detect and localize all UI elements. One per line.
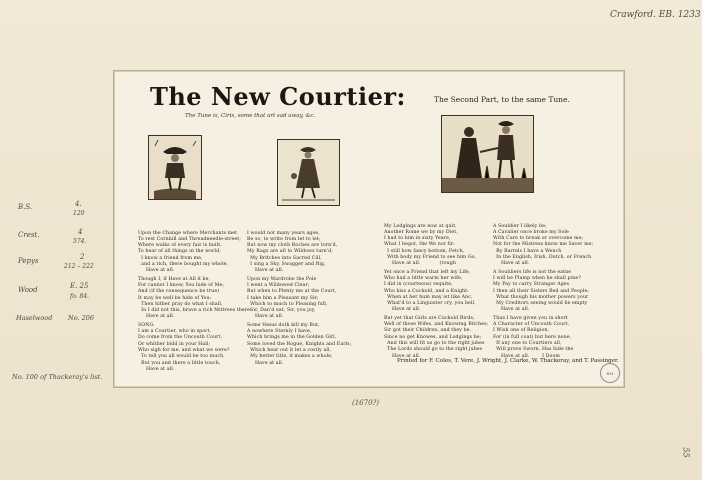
verse-line: Sir, Dan'd eat, Sir, you joy, [247, 308, 316, 314]
verse-line: My better title, it makes a whole, [247, 354, 333, 360]
verse-line: Or whither bidd in your Hall; [138, 341, 211, 347]
verse-line: Have at all. [138, 268, 175, 274]
margin-label-bs: B.S. [18, 203, 33, 211]
verse-line: I know a friend from me, [138, 255, 203, 261]
verse-line: My Lodgings are now at quit, [384, 223, 457, 229]
margin-label-haselwood: Haselwood [16, 314, 53, 322]
verse-line: SONG. [138, 322, 155, 328]
verse-line: I will be Plump when he shall pine? [493, 275, 581, 281]
verse-line: Since no get Knowes, and Lodgings be; [384, 334, 482, 340]
verse-line: Though I, if Have at All it be, [138, 276, 211, 282]
library-stamp [600, 363, 620, 383]
verse-line: Thus I have given you in short [493, 315, 568, 321]
verse-line: Will prove Sworn, Has hide the [493, 347, 574, 353]
verse-line: I Wish one of Religion, [493, 328, 550, 334]
verse-line: My Britches into Sacred Cill, [247, 255, 322, 261]
printer-imprint: Printed for F. Coles, T. Vere, J. Wright, J. Clarke, W. Thackeray, and T. Passinger. [397, 358, 619, 364]
verse-line: To rest Cornhill and Threadneedle-street; [138, 236, 241, 242]
verse-line: Which hear out it let a costly all, [247, 347, 332, 353]
verse-line: Upon my Wardrobe the Pole [247, 276, 317, 282]
column-1-text [138, 231, 252, 374]
verse-line: I had to him in sixty Yeare, [384, 236, 451, 242]
verse-line: To tell you all would be too much, [138, 354, 225, 360]
column-3-text [384, 224, 488, 360]
verse-line: When at her hum may ist like Anc, [384, 294, 473, 300]
verse-line: Which brings me in the Golden Girl, [247, 335, 337, 341]
verse-line: Not for the Mistress know me Saver me; [493, 242, 594, 248]
verse-line: By Barrels I have a Wench [493, 248, 562, 254]
margin-value-crest: 4 [78, 228, 83, 236]
verse-line: In the English, Irish, Dutch, or French [493, 255, 592, 261]
ballad-title: The New Courtier: [150, 82, 406, 111]
verse-line: Who sigh for me, and what we were? [138, 347, 230, 353]
verse-line: Be so, to write from let to let; [247, 236, 321, 242]
margin-value-haselwood: No. 206 [68, 314, 95, 322]
verse-line: Who had a little warm her wife, [384, 275, 463, 281]
verse-line: I then all their Sisters Bed and People; [493, 288, 590, 294]
verse-line: I went a Wildowed Clear; [247, 282, 310, 288]
verse-line: What'd to a Linguister cry, you bell, [384, 301, 476, 307]
margin-sub-bs: 120 [73, 210, 85, 217]
verse-line: A Character of Uncouth Court, [493, 322, 570, 328]
verse-line: With Care to break or overcome me; [493, 236, 584, 242]
column-2-text [247, 231, 351, 367]
verse-line: Have at all. [384, 307, 421, 313]
margin-label-wood: Wood [18, 286, 38, 294]
catalogue-reference: Crawford. EB. 1233 [610, 10, 701, 20]
verse-line: Some loved the Rogue, Knights and Earls; [247, 341, 352, 347]
verse-line: But you and there a little touch, [138, 360, 221, 366]
verse-line: But when to Plenty me at the Court, [247, 289, 337, 295]
verse-line: Another Rome we by my Diet, [384, 229, 458, 235]
verse-line: Who kiss a Cuckold, and a Knight: [384, 288, 469, 294]
verse-line: Have at all. [247, 314, 284, 320]
ballad-column-1 [138, 218, 252, 379]
verse-line: I did in (courteous) requite, [384, 282, 453, 288]
tune-line: The Tune is, Ciris, some that art sad away, &c. [185, 113, 316, 119]
margin-sub-wood: fo. 84. [70, 293, 90, 300]
verse-line: If any one to Courtiers all, [493, 340, 562, 346]
verse-line: And this will fit us go to the right jubes [384, 340, 485, 346]
verse-line: Have at all. I Doom [493, 353, 560, 359]
verse-line: To hear of all things in the world; [138, 249, 221, 255]
verse-line: In I did not this, brave a rich Mittrees there: [138, 308, 252, 314]
verse-line: What I begot, the We not fir: [384, 242, 455, 248]
verse-line: A Souldier I likely be; [493, 223, 547, 229]
verse-line: And (if the consequence be true) [138, 289, 220, 295]
verse-line: Have at all. [493, 261, 530, 267]
margin-label-crest: Crest. [18, 231, 40, 239]
verse-line: For (in full coat) but here none, [493, 334, 572, 340]
verse-line: Have at all. [247, 268, 284, 274]
verse-line: But yet that Girls are Cuckold Birds, [384, 315, 475, 321]
margin-sub-crest: 574. [73, 238, 87, 245]
verse-line: I sing a Sky, Swagger and Rig, [247, 262, 326, 268]
verse-line: Then hither pray do what I shall, [138, 301, 223, 307]
column-4-text [493, 224, 593, 360]
verse-line: What though his mother powers your [493, 294, 589, 300]
library-stamp-text: BM [606, 370, 614, 376]
verse-line: I am a Courtier, who in sport, [138, 329, 212, 335]
verse-line: Well of those Wifes, and Knowing Bitches; [384, 322, 489, 328]
verse-line: Some Venus doth kill my But, [247, 322, 320, 328]
second-part-heading: The Second Part, to the same Tune. [434, 95, 570, 104]
ballad-column-3 [384, 211, 488, 366]
verse-line: Upon the Change where Merchants met [138, 230, 238, 236]
verse-line: I take him a Pleasant my Sir; [247, 295, 319, 301]
verse-line: A Souldiers life is not the eatne [493, 269, 572, 275]
verse-line: Have at all. [138, 314, 175, 320]
verse-line: Do come from the Uncouth Court, [138, 335, 223, 341]
verse-line: A nowhere Sternly I have, [247, 329, 312, 335]
date-note: (1670?) [352, 399, 380, 407]
verse-line: I would not many years agoe, [247, 230, 320, 236]
verse-line: Have at all. [247, 360, 284, 366]
margin-thackeray-note: No. 100 of Thackeray's list. [12, 373, 103, 381]
verse-line: The Lords should go to the right jubes [384, 347, 483, 353]
margin-label-pepys: Pepys [18, 257, 39, 265]
verse-line: For cannot I know, You hide of Me; [138, 282, 225, 288]
verse-line: It may be well be hide of You: [138, 295, 212, 301]
verse-line: Sir got their Children, and they be, [384, 328, 472, 334]
woodcut-courtier-hat [148, 135, 202, 200]
margin-value-bs: 4. [75, 200, 82, 208]
verse-line: Where walks of every fair is built, [138, 243, 222, 249]
verse-line: Have at all. [138, 366, 175, 372]
verse-line: A Cavalier once broke my Sole [493, 229, 569, 235]
folio-number: 55 [681, 447, 691, 458]
verse-line: My Pay to carry Stranger Ages [493, 282, 570, 288]
verse-line: Have at all. [493, 307, 530, 313]
verse-line: Have at all. [384, 353, 421, 359]
margin-value-pepys: 2 [80, 253, 85, 261]
ballad-column-4 [493, 211, 593, 366]
verse-line: With body my Friend to see him Go, [384, 255, 477, 261]
margin-sub-pepys: 212 – 222 [64, 263, 94, 270]
verse-line: Which to much to Pleasing full, [247, 301, 328, 307]
ballad-column-2 [247, 218, 351, 373]
verse-line: and a rich, there bought my whole, [138, 262, 229, 268]
verse-line: My Rags are all to Wildows turn'd; [247, 249, 333, 255]
verse-line: Yet once a Friend that left my Life, [384, 269, 471, 275]
verse-line: But now my cloth Roches are torn'd, [247, 243, 338, 249]
verse-line: My Creditors seeing would be empty [493, 301, 588, 307]
woodcut-courtier-walking [277, 139, 340, 206]
verse-line: Have at all. (rough [384, 261, 457, 267]
woodcut-couple [441, 115, 534, 193]
margin-value-wood: E. 25 [70, 282, 89, 290]
verse-line: I still how fancy bottom, Fetch, [384, 248, 465, 254]
